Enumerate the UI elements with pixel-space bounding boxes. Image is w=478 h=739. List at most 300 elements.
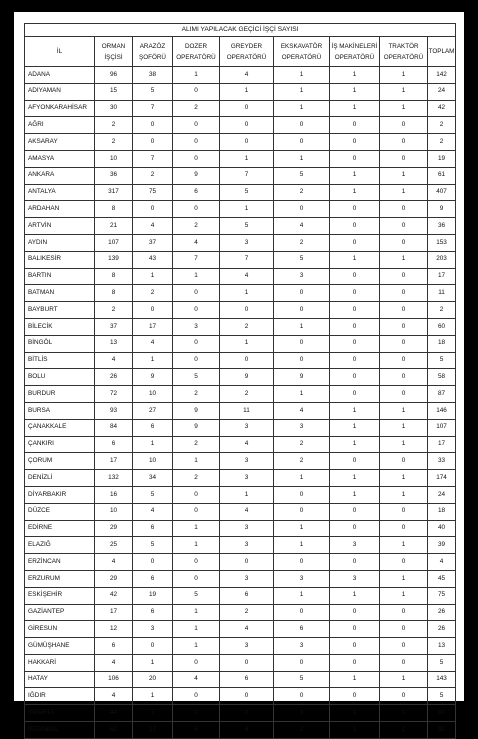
value-cell: 2 xyxy=(133,285,173,302)
value-cell: 3 xyxy=(220,234,274,251)
province-cell: AFYONKARAHİSAR xyxy=(25,100,95,117)
table-row xyxy=(25,352,456,369)
value-cell: 0 xyxy=(220,117,274,134)
value-cell: 1 xyxy=(274,386,330,403)
value-cell: 93 xyxy=(95,402,133,419)
value-cell: 26 xyxy=(95,369,133,386)
table-row xyxy=(25,117,456,134)
value-cell: 0 xyxy=(380,352,428,369)
value-cell: 0 xyxy=(380,554,428,571)
value-cell: 1 xyxy=(220,335,274,352)
value-cell: 1 xyxy=(330,419,380,436)
table-row xyxy=(25,419,456,436)
value-cell: 36 xyxy=(95,167,133,184)
value-cell: 146 xyxy=(428,402,456,419)
value-cell: 1 xyxy=(274,150,330,167)
province-cell: ANKARA xyxy=(25,167,95,184)
value-cell: 8 xyxy=(95,201,133,218)
value-cell: 9 xyxy=(220,369,274,386)
value-cell: 7 xyxy=(133,705,173,722)
value-cell: 11 xyxy=(220,402,274,419)
column-header: TOPLAM xyxy=(428,37,456,67)
value-cell: 1 xyxy=(380,587,428,604)
value-cell: 21 xyxy=(95,218,133,235)
value-cell: 3 xyxy=(274,705,330,722)
value-cell: 1 xyxy=(380,67,428,84)
value-cell: 3 xyxy=(220,520,274,537)
value-cell: 5 xyxy=(428,352,456,369)
value-cell: 4 xyxy=(173,671,220,688)
value-cell: 6 xyxy=(133,570,173,587)
province-cell: AĞRI xyxy=(25,117,95,134)
value-cell: 92 xyxy=(428,722,456,739)
value-cell: 1 xyxy=(380,722,428,739)
value-cell: 0 xyxy=(330,302,380,319)
value-cell: 1 xyxy=(330,470,380,487)
value-cell: 1 xyxy=(133,268,173,285)
value-cell: 1 xyxy=(330,402,380,419)
value-cell: 1 xyxy=(330,167,380,184)
province-cell: DENİZLİ xyxy=(25,470,95,487)
value-cell: 1 xyxy=(220,150,274,167)
value-cell: 6 xyxy=(95,638,133,655)
table-row xyxy=(25,218,456,235)
value-cell: 18 xyxy=(428,335,456,352)
value-cell: 1 xyxy=(380,402,428,419)
value-cell: 106 xyxy=(95,671,133,688)
value-cell: 2 xyxy=(220,318,274,335)
value-cell: 0 xyxy=(330,150,380,167)
value-cell: 139 xyxy=(95,251,133,268)
value-cell: 0 xyxy=(380,201,428,218)
value-cell: 0 xyxy=(173,117,220,134)
value-cell: 6 xyxy=(220,671,274,688)
province-cell: ARDAHAN xyxy=(25,201,95,218)
value-cell: 0 xyxy=(330,352,380,369)
value-cell: 13 xyxy=(95,335,133,352)
table-row xyxy=(25,268,456,285)
value-cell: 0 xyxy=(173,83,220,100)
value-cell: 0 xyxy=(330,318,380,335)
value-cell: 72 xyxy=(95,386,133,403)
value-cell: 58 xyxy=(428,369,456,386)
table-row xyxy=(25,503,456,520)
value-cell: 84 xyxy=(95,419,133,436)
value-cell: 107 xyxy=(95,234,133,251)
province-cell: BİTLİS xyxy=(25,352,95,369)
table-row xyxy=(25,83,456,100)
value-cell: 0 xyxy=(274,503,330,520)
value-cell: 5 xyxy=(173,369,220,386)
province-cell: ERZİNCAN xyxy=(25,554,95,571)
value-cell: 9 xyxy=(274,369,330,386)
province-cell: BALIKESİR xyxy=(25,251,95,268)
value-cell: 0 xyxy=(380,386,428,403)
value-cell: 0 xyxy=(274,335,330,352)
value-cell: 2 xyxy=(274,234,330,251)
value-cell: 30 xyxy=(95,100,133,117)
value-cell: 0 xyxy=(133,201,173,218)
province-cell: AMASYA xyxy=(25,150,95,167)
value-cell: 11 xyxy=(428,285,456,302)
table-row xyxy=(25,67,456,84)
value-cell: 6 xyxy=(173,184,220,201)
value-cell: 0 xyxy=(220,352,274,369)
value-cell: 5 xyxy=(133,486,173,503)
province-cell: BOLU xyxy=(25,369,95,386)
value-cell: 2 xyxy=(173,386,220,403)
value-cell: 3 xyxy=(173,318,220,335)
value-cell: 0 xyxy=(330,654,380,671)
value-cell: 17 xyxy=(428,268,456,285)
value-cell: 0 xyxy=(274,554,330,571)
value-cell: 2 xyxy=(428,117,456,134)
value-cell: 0 xyxy=(173,150,220,167)
value-cell: 0 xyxy=(133,554,173,571)
table-row xyxy=(25,167,456,184)
value-cell: 1 xyxy=(330,436,380,453)
value-cell: 0 xyxy=(330,268,380,285)
value-cell: 3 xyxy=(274,268,330,285)
province-cell: BİLECİK xyxy=(25,318,95,335)
value-cell: 1 xyxy=(380,419,428,436)
value-cell: 0 xyxy=(380,604,428,621)
value-cell: 1 xyxy=(380,671,428,688)
value-cell: 1 xyxy=(274,587,330,604)
value-cell: 26 xyxy=(428,621,456,638)
table-row xyxy=(25,335,456,352)
value-cell: 17 xyxy=(133,722,173,739)
value-cell: 2 xyxy=(95,302,133,319)
column-header: İŞ MAKİNELERİ OPERATÖRÜ xyxy=(330,37,380,67)
value-cell: 0 xyxy=(274,688,330,705)
value-cell: 4 xyxy=(274,402,330,419)
value-cell: 2 xyxy=(173,470,220,487)
value-cell: 3 xyxy=(220,419,274,436)
column-header-row xyxy=(25,37,456,67)
value-cell: 1 xyxy=(274,318,330,335)
value-cell: 2 xyxy=(95,134,133,151)
value-cell: 0 xyxy=(220,134,274,151)
value-cell: 0 xyxy=(380,134,428,151)
value-cell: 0 xyxy=(220,654,274,671)
table-row xyxy=(25,587,456,604)
value-cell: 1 xyxy=(220,201,274,218)
value-cell: 0 xyxy=(330,453,380,470)
column-header: TRAKTÖR OPERATÖRÜ xyxy=(380,37,428,67)
value-cell: 9 xyxy=(173,167,220,184)
value-cell: 5 xyxy=(274,671,330,688)
value-cell: 3 xyxy=(330,537,380,554)
value-cell: 0 xyxy=(380,285,428,302)
value-cell: 0 xyxy=(133,134,173,151)
value-cell: 407 xyxy=(428,184,456,201)
value-cell: 1 xyxy=(133,654,173,671)
value-cell: 0 xyxy=(133,302,173,319)
value-cell: 16 xyxy=(95,486,133,503)
value-cell: 17 xyxy=(95,604,133,621)
value-cell: 0 xyxy=(220,554,274,571)
province-cell: AKSARAY xyxy=(25,134,95,151)
value-cell: 7 xyxy=(220,167,274,184)
value-cell: 60 xyxy=(428,705,456,722)
value-cell: 27 xyxy=(133,402,173,419)
table-row xyxy=(25,318,456,335)
value-cell: 1 xyxy=(173,537,220,554)
value-cell: 1 xyxy=(330,671,380,688)
value-cell: 96 xyxy=(95,67,133,84)
table-body xyxy=(25,67,456,739)
column-header: DOZER OPERATÖRÜ xyxy=(173,37,220,67)
value-cell: 1 xyxy=(330,184,380,201)
province-cell: BURDUR xyxy=(25,386,95,403)
value-cell: 8 xyxy=(95,285,133,302)
province-cell: HAKKARİ xyxy=(25,654,95,671)
value-cell: 0 xyxy=(274,201,330,218)
table-row xyxy=(25,604,456,621)
value-cell: 45 xyxy=(428,570,456,587)
table-row xyxy=(25,705,456,722)
table-row xyxy=(25,688,456,705)
column-header: GREYDER OPERATÖRÜ xyxy=(220,37,274,67)
value-cell: 1 xyxy=(380,537,428,554)
value-cell: 0 xyxy=(380,117,428,134)
value-cell: 29 xyxy=(95,570,133,587)
value-cell: 25 xyxy=(95,537,133,554)
value-cell: 0 xyxy=(274,486,330,503)
value-cell: 0 xyxy=(274,302,330,319)
province-cell: GAZİANTEP xyxy=(25,604,95,621)
column-header: ARAZÖZ ŞOFÖRÜ xyxy=(133,37,173,67)
value-cell: 60 xyxy=(428,318,456,335)
table-row xyxy=(25,402,456,419)
value-cell: 5 xyxy=(274,251,330,268)
value-cell: 0 xyxy=(173,285,220,302)
value-cell: 0 xyxy=(173,486,220,503)
value-cell: 2 xyxy=(173,705,220,722)
province-cell: EDİRNE xyxy=(25,520,95,537)
value-cell: 1 xyxy=(380,470,428,487)
value-cell: 20 xyxy=(133,671,173,688)
value-cell: 143 xyxy=(428,671,456,688)
value-cell: 0 xyxy=(133,117,173,134)
value-cell: 17 xyxy=(428,436,456,453)
value-cell: 1 xyxy=(380,486,428,503)
table-row xyxy=(25,638,456,655)
province-cell: İSTANBUL xyxy=(25,722,95,739)
value-cell: 7 xyxy=(173,251,220,268)
value-cell: 3 xyxy=(133,621,173,638)
province-cell: ARTVİN xyxy=(25,218,95,235)
value-cell: 1 xyxy=(330,251,380,268)
value-cell: 0 xyxy=(380,688,428,705)
value-cell: 1 xyxy=(330,705,380,722)
value-cell: 44 xyxy=(95,705,133,722)
value-cell: 2 xyxy=(274,184,330,201)
table-row xyxy=(25,302,456,319)
value-cell: 0 xyxy=(380,369,428,386)
value-cell: 4 xyxy=(95,654,133,671)
value-cell: 5 xyxy=(173,722,220,739)
value-cell: 3 xyxy=(274,419,330,436)
value-cell: 0 xyxy=(330,503,380,520)
value-cell: 1 xyxy=(380,705,428,722)
value-cell: 0 xyxy=(173,570,220,587)
value-cell: 2 xyxy=(274,436,330,453)
value-cell: 0 xyxy=(173,201,220,218)
value-cell: 1 xyxy=(220,83,274,100)
value-cell: 2 xyxy=(274,722,330,739)
value-cell: 0 xyxy=(380,234,428,251)
value-cell: 0 xyxy=(380,150,428,167)
value-cell: 3 xyxy=(274,570,330,587)
value-cell: 203 xyxy=(428,251,456,268)
value-cell: 75 xyxy=(133,184,173,201)
table-row xyxy=(25,201,456,218)
table-row xyxy=(25,436,456,453)
value-cell: 0 xyxy=(220,302,274,319)
value-cell: 3 xyxy=(220,638,274,655)
value-cell: 1 xyxy=(380,184,428,201)
value-cell: 4 xyxy=(220,621,274,638)
value-cell: 0 xyxy=(274,604,330,621)
value-cell: 1 xyxy=(274,520,330,537)
value-cell: 2 xyxy=(220,705,274,722)
value-cell: 1 xyxy=(133,352,173,369)
value-cell: 4 xyxy=(133,335,173,352)
value-cell: 1 xyxy=(274,67,330,84)
value-cell: 0 xyxy=(380,654,428,671)
value-cell: 0 xyxy=(330,201,380,218)
value-cell: 4 xyxy=(133,503,173,520)
table-row xyxy=(25,150,456,167)
value-cell: 1 xyxy=(133,436,173,453)
value-cell: 0 xyxy=(380,453,428,470)
value-cell: 0 xyxy=(173,302,220,319)
value-cell: 0 xyxy=(173,352,220,369)
value-cell: 0 xyxy=(274,134,330,151)
value-cell: 0 xyxy=(330,117,380,134)
province-cell: AYDIN xyxy=(25,234,95,251)
value-cell: 0 xyxy=(380,218,428,235)
value-cell: 37 xyxy=(133,234,173,251)
value-cell: 0 xyxy=(330,688,380,705)
value-cell: 2 xyxy=(220,604,274,621)
value-cell: 38 xyxy=(133,67,173,84)
value-cell: 3 xyxy=(220,453,274,470)
table-row xyxy=(25,654,456,671)
value-cell: 2 xyxy=(428,302,456,319)
value-cell: 0 xyxy=(380,621,428,638)
value-cell: 4 xyxy=(220,67,274,84)
value-cell: 1 xyxy=(330,67,380,84)
value-cell: 3 xyxy=(220,570,274,587)
value-cell: 10 xyxy=(133,453,173,470)
value-cell: 7 xyxy=(133,150,173,167)
value-cell: 0 xyxy=(173,688,220,705)
value-cell: 62 xyxy=(95,722,133,739)
value-cell: 4 xyxy=(95,688,133,705)
value-cell: 19 xyxy=(133,587,173,604)
value-cell: 1 xyxy=(133,688,173,705)
value-cell: 5 xyxy=(173,587,220,604)
value-cell: 1 xyxy=(173,638,220,655)
value-cell: 0 xyxy=(330,369,380,386)
province-cell: GÜMÜŞHANE xyxy=(25,638,95,655)
value-cell: 0 xyxy=(330,554,380,571)
value-cell: 1 xyxy=(380,83,428,100)
value-cell: 5 xyxy=(220,218,274,235)
value-cell: 0 xyxy=(330,638,380,655)
table-row xyxy=(25,722,456,739)
value-cell: 5 xyxy=(133,537,173,554)
value-cell: 3 xyxy=(274,638,330,655)
value-cell: 0 xyxy=(173,503,220,520)
value-cell: 0 xyxy=(274,117,330,134)
value-cell: 1 xyxy=(330,722,380,739)
value-cell: 10 xyxy=(95,503,133,520)
value-cell: 3 xyxy=(220,537,274,554)
table-row xyxy=(25,671,456,688)
table-row xyxy=(25,386,456,403)
value-cell: 1 xyxy=(274,537,330,554)
value-cell: 0 xyxy=(380,318,428,335)
value-cell: 0 xyxy=(330,234,380,251)
value-cell: 36 xyxy=(428,218,456,235)
province-cell: BATMAN xyxy=(25,285,95,302)
value-cell: 18 xyxy=(428,503,456,520)
province-cell: ÇORUM xyxy=(25,453,95,470)
value-cell: 39 xyxy=(428,537,456,554)
value-cell: 1 xyxy=(330,486,380,503)
province-cell: IĞDIR xyxy=(25,688,95,705)
table-row xyxy=(25,234,456,251)
value-cell: 1 xyxy=(274,100,330,117)
value-cell: 75 xyxy=(428,587,456,604)
value-cell: 2 xyxy=(173,218,220,235)
value-cell: 0 xyxy=(133,638,173,655)
province-cell: HATAY xyxy=(25,671,95,688)
value-cell: 17 xyxy=(133,318,173,335)
table-row xyxy=(25,537,456,554)
value-cell: 0 xyxy=(330,386,380,403)
value-cell: 1 xyxy=(274,83,330,100)
value-cell: 0 xyxy=(380,520,428,537)
value-cell: 0 xyxy=(380,503,428,520)
value-cell: 17 xyxy=(95,453,133,470)
value-cell: 33 xyxy=(428,453,456,470)
province-cell: BURSA xyxy=(25,402,95,419)
table-title: ALIMI YAPILACAK GEÇİCİ İŞÇİ SAYISI xyxy=(25,24,456,37)
value-cell: 87 xyxy=(428,386,456,403)
value-cell: 0 xyxy=(173,554,220,571)
province-cell: ADIYAMAN xyxy=(25,83,95,100)
province-cell: ÇANAKKALE xyxy=(25,419,95,436)
value-cell: 1 xyxy=(173,453,220,470)
value-cell: 7 xyxy=(133,100,173,117)
value-cell: 4 xyxy=(95,554,133,571)
table-row xyxy=(25,100,456,117)
value-cell: 2 xyxy=(173,100,220,117)
province-cell: DİYARBAKIR xyxy=(25,486,95,503)
value-cell: 1 xyxy=(380,251,428,268)
value-cell: 0 xyxy=(220,688,274,705)
value-cell: 43 xyxy=(133,251,173,268)
value-cell: 5 xyxy=(428,688,456,705)
value-cell: 1 xyxy=(380,100,428,117)
value-cell: 0 xyxy=(380,335,428,352)
value-cell: 4 xyxy=(220,268,274,285)
